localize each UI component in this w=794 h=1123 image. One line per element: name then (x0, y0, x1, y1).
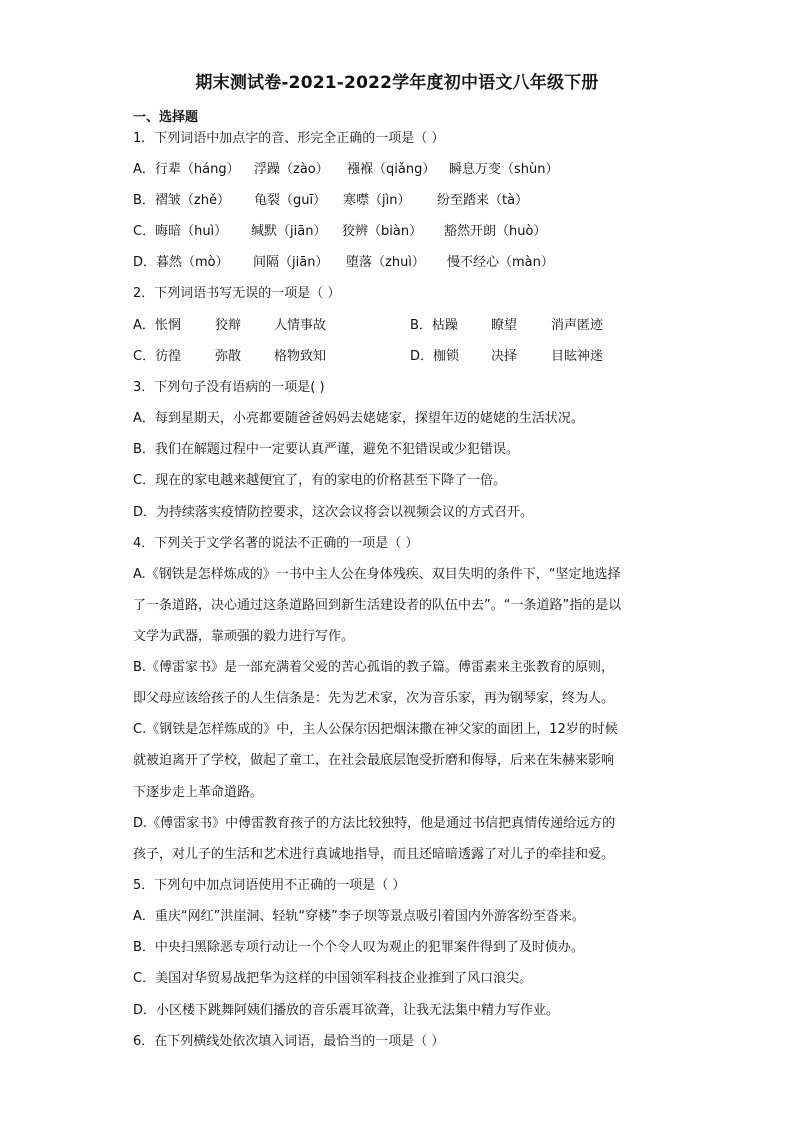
q6-stem: 6．在下列横线处依次填入词语，最恰当的一项是（ ） (133, 1034, 445, 1049)
q1-option-c-3: 狡辨（biàn） (342, 224, 423, 239)
q4-line: 就被迫离开了学校，做起了童工，在社会最底层饱受折磨和侮辱，后来在朱赫来影响 (133, 753, 615, 768)
q5-option-c: C．美国对华贸易战把华为这样的中国领军科技企业推到了风口浪尖。 (133, 971, 533, 986)
q2-option-c-3: 格物致知 (274, 349, 327, 364)
q1-option-a-4: 瞬息万变（shùn） (449, 162, 559, 177)
q5-option-a: A．重庆“网红”洪崖洞、轻轨“穿楼”李子坝等景点吸引着国内外游客纷至沓来。 (133, 909, 585, 924)
q1-option-d-4: 慢不经心（màn） (447, 255, 554, 270)
q1-option-b-1: B．褶皱（zhě） (133, 193, 230, 208)
q2-option-a-1: A．怅惘 (133, 318, 181, 333)
q5-option-d: D．小区楼下跳舞阿姨们播放的音乐震耳欲聋，让我无法集中精力写作业。 (133, 1003, 560, 1018)
q4-line: 孩子，对儿子的生活和艺术进行真诚地指导，而且还暗暗透露了对儿子的牵挂和爱。 (133, 847, 615, 862)
q4-line: D.《傅雷家书》中傅雷教育孩子的方法比较独特，他是通过书信把真情传递给远方的 (133, 816, 616, 831)
q1-stem: 1．下列词语中加点字的音、形完全正确的一项是（ ） (133, 131, 445, 146)
q2-stem: 2．下列词语书写无误的一项是（ ） (133, 286, 341, 301)
q1-option-c-1: C．晦暗（huì） (133, 224, 228, 239)
section-heading: 一、选择题 (133, 110, 199, 125)
q2-option-b-2: 瞭望 (491, 318, 518, 333)
q3-option-d: D．为持续落实疫情防控要求，这次会议将会以视频会议的方式召开。 (133, 505, 534, 520)
q2-option-d-1: D．枷锁 (410, 349, 460, 364)
q2-option-a-2: 狡辩 (215, 318, 242, 333)
page-title: 期末测试卷-2021-2022学年度初中语文八年级下册 (195, 73, 599, 93)
q4-line: A.《钢铁是怎样炼成的》一书中主人公在身体残疾、双目失明的条件下，“坚定地选择 (133, 567, 621, 582)
q2-option-d-3: 目眩神迷 (551, 349, 604, 364)
q1-option-b-3: 寒噤（jìn） (343, 193, 411, 208)
q4-line: C.《钢铁是怎样炼成的》中，主人公保尔因把烟沫撒在神父家的面团上，12岁的时候 (133, 722, 618, 737)
q3-option-b: B．我们在解题过程中一定要认真严谨，避免不犯错误或少犯错误。 (133, 442, 519, 457)
q1-option-a-1: A．行辈（háng） (133, 162, 240, 177)
q2-option-a-3: 人情事故 (274, 318, 327, 333)
q4-line: 了一条道路，决心通过这条道路回到新生活建设者的队伍中去”。“一条道路”指的是以 (133, 598, 622, 613)
q2-option-d-2: 决择 (491, 349, 518, 364)
q1-option-c-4: 豁然开朗（huò） (444, 224, 547, 239)
q3-option-a: A．每到星期天，小亮都要随爸爸妈妈去姥姥家，探望年迈的姥姥的生活状况。 (133, 411, 584, 426)
q4-stem: 4．下列关于文学名著的说法不正确的一项是（ ） (133, 536, 419, 551)
q1-option-a-2: 浮躁（zào） (254, 162, 329, 177)
q4-line: 即父母应该给孩子的人生信条是：先为艺术家，次为音乐家，再为钢琴家，终为人。 (133, 691, 615, 706)
q1-option-c-2: 缄默（jiān） (251, 224, 327, 239)
q4-line: 文学为武器，靠顽强的毅力进行写作。 (133, 629, 355, 644)
q5-option-b: B．中央扫黑除恶专项行动让一个个令人叹为观止的犯罪案件得到了及时侦办。 (133, 940, 584, 955)
q4-line: 下逐步走上革命道路。 (133, 785, 264, 800)
q3-stem: 3．下列句子没有语病的一项是( ) (133, 380, 325, 395)
q1-option-b-4: 纷至踏来（tà） (437, 193, 529, 208)
q1-option-d-3: 堕落（zhuì） (346, 255, 425, 270)
q1-option-b-2: 龟裂（guī） (254, 193, 327, 208)
q2-option-b-1: B．枯躁 (410, 318, 458, 333)
q4-line: B.《傅雷家书》是一部充满着父爱的苦心孤诣的教子篇。傅雷素来主张教育的原则， (133, 660, 615, 675)
q3-option-c: C．现在的家电越来越便宜了，有的家电的价格甚至下降了一倍。 (133, 473, 507, 488)
q1-option-a-3: 襁褓（qiǎng） (347, 162, 436, 177)
q2-option-c-1: C．彷徨 (133, 349, 182, 364)
q5-stem: 5．下列句中加点词语使用不正确的一项是（ ） (133, 878, 406, 893)
q1-option-d-2: 间隔（jiān） (253, 255, 329, 270)
q1-option-d-1: D．暮然（mò） (133, 255, 229, 270)
q2-option-c-2: 弥散 (215, 349, 242, 364)
q2-option-b-3: 消声匿迹 (551, 318, 604, 333)
